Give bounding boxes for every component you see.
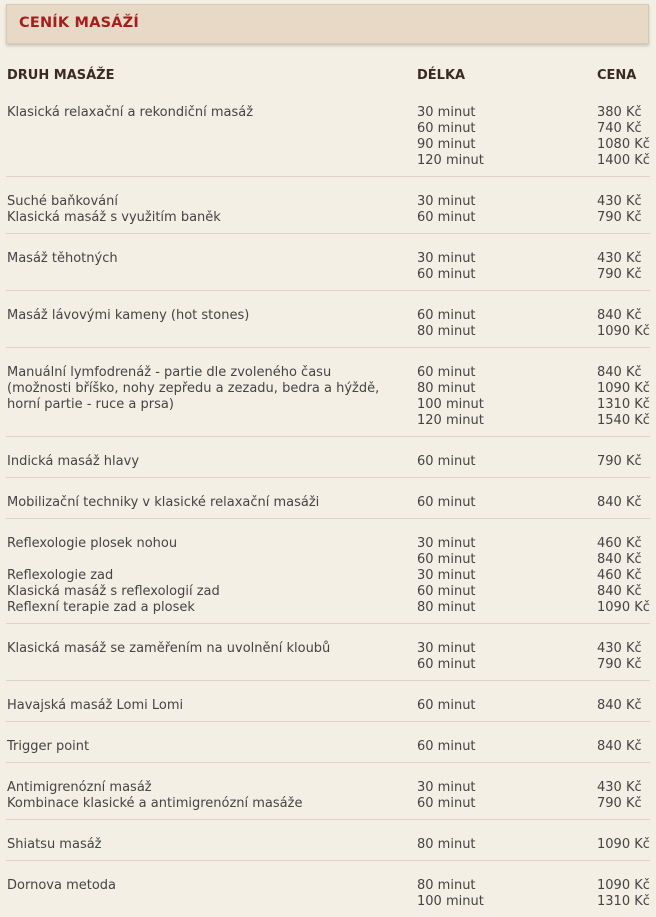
table-row [6, 519, 650, 624]
massage-duration [416, 308, 596, 340]
massage-price-line: 840 Kč [597, 739, 642, 754]
massage-price-line: 790 Kč [597, 657, 642, 672]
massage-name-line: Masáž lávovými kameny (hot stones) [7, 308, 250, 323]
massage-price-line: 1080 Kč [597, 137, 650, 152]
table-header [0, 68, 656, 88]
massage-name-line: Shiatsu masáž [7, 837, 102, 852]
table-row [6, 722, 650, 763]
table-row [6, 437, 650, 478]
massage-price [596, 495, 650, 511]
table-row [6, 820, 650, 861]
table-row [6, 624, 650, 681]
massage-duration [416, 194, 596, 226]
massage-duration [416, 105, 596, 169]
massage-name-line: horní partie - ruce a prsa) [7, 397, 174, 412]
massage-price [596, 641, 650, 673]
massage-duration-line: 60 minut [417, 698, 476, 713]
massage-price-line: 1090 Kč [597, 381, 650, 396]
massage-name [6, 365, 416, 429]
massage-duration-line: 80 minut [417, 324, 476, 339]
massage-duration-line: 80 minut [417, 837, 476, 852]
title-bar [6, 4, 649, 44]
massage-name-line: Trigger point [7, 739, 90, 754]
header-duration: DÉLKA [417, 68, 466, 83]
massage-duration [416, 495, 596, 511]
massage-price [596, 194, 650, 226]
massage-duration [416, 251, 596, 283]
massage-duration-line: 60 minut [417, 739, 476, 754]
massage-price-line: 1090 Kč [597, 837, 650, 852]
massage-price-line: 1310 Kč [597, 397, 650, 412]
massage-duration-line: 30 minut [417, 568, 476, 583]
massage-duration [416, 454, 596, 470]
massage-duration-line: 100 minut [417, 397, 484, 412]
massage-name [6, 308, 416, 340]
massage-price [596, 365, 650, 429]
massage-price [596, 837, 650, 853]
massage-price-line: 840 Kč [597, 584, 642, 599]
massage-duration-line: 60 minut [417, 552, 476, 567]
massage-name [6, 105, 416, 169]
massage-price-line: 460 Kč [597, 568, 642, 583]
massage-duration-line: 60 minut [417, 584, 476, 599]
massage-price [596, 739, 650, 755]
massage-duration-line: 30 minut [417, 780, 476, 795]
massage-name [6, 878, 416, 910]
massage-duration-line: 90 minut [417, 137, 476, 152]
massage-price-line: 840 Kč [597, 698, 642, 713]
table-row [6, 348, 650, 437]
massage-duration-line: 60 minut [417, 308, 476, 323]
massage-name [6, 536, 416, 616]
massage-price-line: 740 Kč [597, 121, 642, 136]
table-row [6, 291, 650, 348]
massage-name-line: Reflexologie zad [7, 568, 114, 583]
massage-price-line: 1540 Kč [597, 413, 650, 428]
massage-duration [416, 837, 596, 853]
massage-name-line: Mobilizační techniky v klasické relaxační masáži [7, 495, 320, 510]
massage-price-line: 1400 Kč [597, 153, 650, 168]
massage-price [596, 536, 650, 616]
massage-name-line: Klasická masáž se zaměřením na uvolnění kloubů [7, 641, 331, 656]
massage-price-line: 430 Kč [597, 194, 642, 209]
massage-price-line: 1310 Kč [597, 894, 650, 909]
massage-price-line: 840 Kč [597, 552, 642, 567]
massage-name-line [7, 552, 416, 568]
massage-name-line: Indická masáž hlavy [7, 454, 140, 469]
massage-price-line: 1090 Kč [597, 324, 650, 339]
massage-duration-line: 30 minut [417, 251, 476, 266]
massage-name-line: Klasická masáž s reflexologií zad [7, 584, 220, 599]
page-title: CENÍK MASÁŽÍ [19, 15, 139, 31]
massage-duration-line: 120 minut [417, 153, 484, 168]
massage-duration-line: 30 minut [417, 536, 476, 551]
massage-duration [416, 365, 596, 429]
massage-duration [416, 536, 596, 616]
table-row [6, 763, 650, 820]
massage-price-line: 430 Kč [597, 251, 642, 266]
massage-name-line: Manuální lymfodrenáž - partie dle zvoleného času [7, 365, 332, 380]
massage-price-line: 1090 Kč [597, 878, 650, 893]
header-price: CENA [597, 68, 637, 83]
massage-name-line: Havajská masáž Lomi Lomi [7, 698, 184, 713]
massage-duration-line: 80 minut [417, 600, 476, 615]
massage-price-line: 840 Kč [597, 308, 642, 323]
table-row [6, 681, 650, 722]
massage-duration [416, 641, 596, 673]
massage-price [596, 878, 650, 910]
massage-name-line: Dornova metoda [7, 878, 116, 893]
table-row [6, 478, 650, 519]
massage-name-line: Suché baňkování [7, 194, 118, 209]
massage-duration-line: 60 minut [417, 657, 476, 672]
table-row [6, 88, 650, 177]
massage-duration-line: 60 minut [417, 267, 476, 282]
massage-name-line: Reflexologie plosek nohou [7, 536, 178, 551]
massage-name [6, 454, 416, 470]
massage-name-line: Masáž těhotných [7, 251, 118, 266]
massage-duration-line: 60 minut [417, 210, 476, 225]
massage-name [6, 780, 416, 812]
massage-price-line: 840 Kč [597, 495, 642, 510]
massage-duration-line: 30 minut [417, 194, 476, 209]
table-row [6, 234, 650, 291]
massage-price [596, 105, 650, 169]
massage-name-line: Klasická masáž s využitím baněk [7, 210, 221, 225]
massage-duration [416, 878, 596, 910]
massage-name [6, 251, 416, 283]
massage-price-line: 790 Kč [597, 210, 642, 225]
massage-price-line: 1090 Kč [597, 600, 650, 615]
massage-price-line: 790 Kč [597, 267, 642, 282]
massage-duration-line: 100 minut [417, 894, 484, 909]
massage-duration [416, 698, 596, 714]
massage-name-line: Antimigrenózní masáž [7, 780, 152, 795]
massage-name [6, 495, 416, 511]
massage-name [6, 641, 416, 673]
massage-price [596, 780, 650, 812]
massage-price-line: 790 Kč [597, 796, 642, 811]
massage-duration [416, 739, 596, 755]
massage-name [6, 698, 416, 714]
massage-name [6, 739, 416, 755]
table-row [6, 861, 650, 917]
massage-price [596, 251, 650, 283]
massage-price-line: 430 Kč [597, 780, 642, 795]
massage-price-line: 460 Kč [597, 536, 642, 551]
table-row [6, 177, 650, 234]
massage-price-line: 430 Kč [597, 641, 642, 656]
massage-duration-line: 120 minut [417, 413, 484, 428]
header-massage-type: DRUH MASÁŽE [7, 68, 115, 83]
massage-duration-line: 30 minut [417, 105, 476, 120]
massage-price-line: 380 Kč [597, 105, 642, 120]
massage-duration [416, 780, 596, 812]
massage-name-line: Klasická relaxační a rekondiční masáž [7, 105, 254, 120]
massage-price [596, 308, 650, 340]
price-table [0, 88, 656, 917]
massage-duration-line: 60 minut [417, 365, 476, 380]
massage-price-line: 840 Kč [597, 365, 642, 380]
massage-duration-line: 60 minut [417, 454, 476, 469]
massage-price [596, 698, 650, 714]
massage-price [596, 454, 650, 470]
massage-name [6, 194, 416, 226]
massage-name [6, 837, 416, 853]
massage-price-line: 790 Kč [597, 454, 642, 469]
massage-duration-line: 60 minut [417, 495, 476, 510]
massage-name-line: Reflexní terapie zad a plosek [7, 600, 195, 615]
massage-duration-line: 30 minut [417, 641, 476, 656]
massage-duration-line: 60 minut [417, 796, 476, 811]
massage-duration-line: 60 minut [417, 121, 476, 136]
massage-duration-line: 80 minut [417, 381, 476, 396]
massage-name-line: Kombinace klasické a antimigrenózní masáže [7, 796, 303, 811]
massage-name-line: (možnosti bříško, nohy zepředu a zezadu, bedra a hýždě, [7, 381, 380, 396]
massage-duration-line: 80 minut [417, 878, 476, 893]
